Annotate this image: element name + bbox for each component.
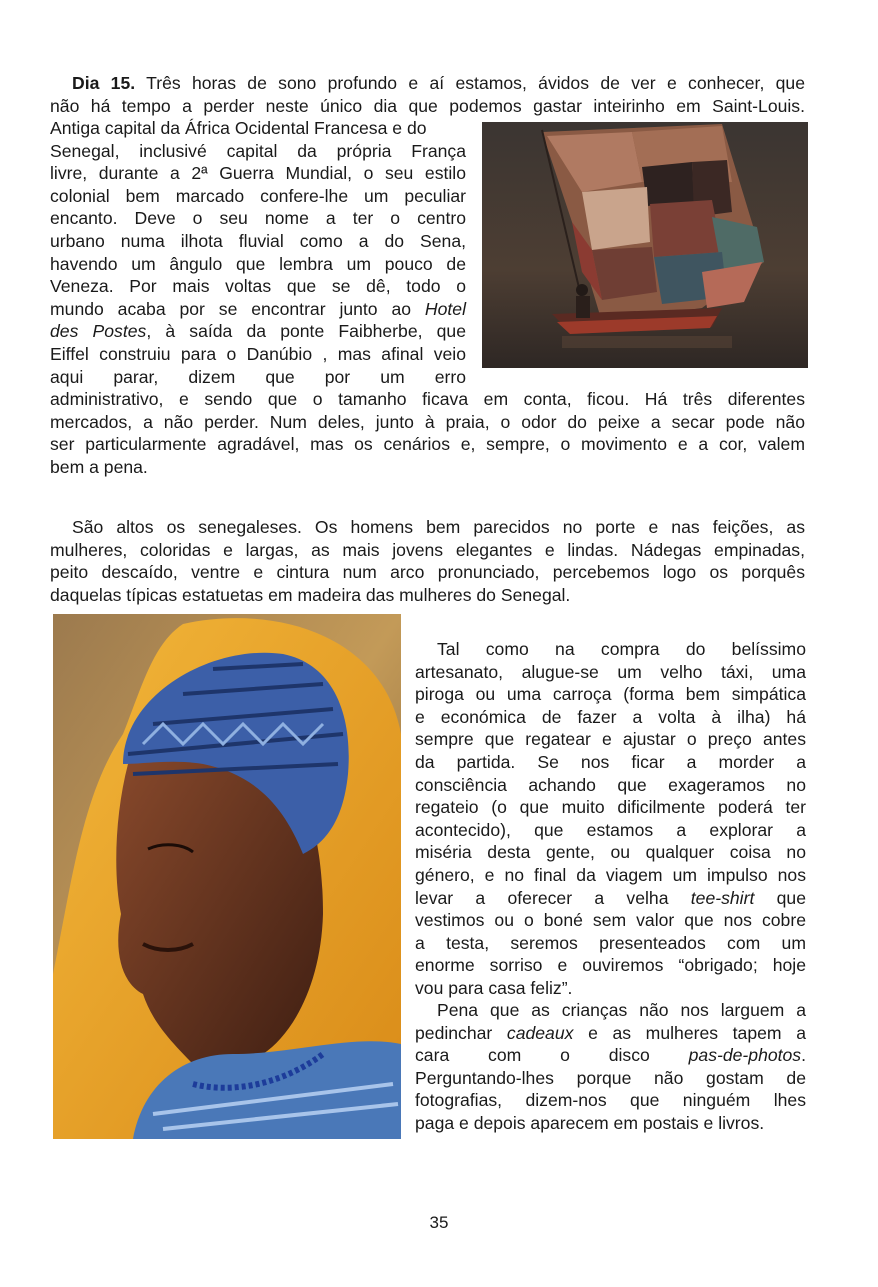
text-line: sempre que regatear e ajustar o preço antes: [415, 729, 806, 750]
text-line: género, e no final da viagem um impulso nos: [415, 864, 806, 885]
hotel-name-part: des Postes: [50, 321, 147, 342]
text-line: vestimos ou o boné sem valor que nos cobre: [415, 910, 806, 931]
senegalese-woman-photo: [53, 614, 401, 1139]
text-line: administrativo, e sendo que o tamanho ficava em conta, ficou. Há três diferentes: [50, 389, 805, 409]
text-line: Pena que as crianças não nos larguem a: [437, 1000, 806, 1020]
text-line: bem a pena.: [50, 456, 148, 477]
text-line: não há tempo a perder neste único dia que podemos gastar inteirinho em Saint-Louis.: [50, 95, 805, 116]
italic-term: pas-de-photos: [688, 1045, 802, 1066]
italic-term: cadeaux: [506, 1022, 574, 1043]
paragraph-criancas: [415, 999, 806, 1135]
text-line: ser particularmente agradável, mas os cenários e, sempre, o movimento e a cor, valem: [50, 434, 805, 455]
paragraph-dia-15-tail: [50, 388, 805, 478]
text-line: daquelas típicas estatuetas em madeira das mulheres do Senegal.: [50, 584, 571, 605]
text-line: colonial bem marcado confere-lhe um peculiar: [50, 185, 466, 206]
text-line: encanto. Deve o seu nome a ter o centro: [50, 208, 466, 229]
text-line: pedinchar cadeaux e as mulheres tapem a: [415, 1022, 806, 1043]
text-line: aqui parar, dizem que por um erro: [50, 366, 466, 387]
text-line: Senegal, inclusivé capital da própria França: [50, 140, 466, 161]
text-line: levar a oferecer a velha tee-shirt que: [415, 887, 806, 908]
text-line: da partida. Se nos ficar a morder a: [415, 751, 806, 772]
hotel-name-part: Hotel: [424, 298, 466, 319]
text-line: Dia 15. Três horas de sono profundo e aí estamos, ávidos de ver e conhecer, que: [72, 73, 805, 93]
paragraph-senegaleses: [50, 516, 805, 606]
text-line: urbano numa ilhota fluvial como a do Sena,: [50, 230, 466, 251]
text-line: havendo um ângulo que lembra um pouco de: [50, 253, 466, 274]
text-line: e económica de fazer a volta à ilha) há: [415, 706, 806, 727]
text-line: artesanato, alugue-se um velho táxi, uma: [415, 661, 806, 682]
italic-term: tee-shirt: [690, 887, 755, 908]
text-line: peito descaído, ventre e cintura num arco pronunciado, percebemos logo os porquês: [50, 562, 805, 583]
text-line: Veneza. Por mais voltas que se dê, todo o: [50, 276, 466, 297]
text-line: vou para casa feliz”.: [415, 977, 573, 998]
text-line: des Postes, à saída da ponte Faibherbe, que: [50, 321, 466, 342]
text-line: piroga ou uma carroça (forma bem simpática: [415, 684, 806, 705]
text-line: mulheres, coloridas e largas, as mais jovens elegantes e lindas. Nádegas empinadas,: [50, 539, 805, 560]
text-line: Tal como na compra do belíssimo: [437, 639, 806, 659]
text-line: paga e depois aparecem em postais e livros.: [415, 1112, 765, 1133]
paragraph-dia-15: [50, 72, 805, 117]
text-line: Antiga capital da África Ocidental Francesa e do: [50, 118, 427, 138]
text-line: livre, durante a 2ª Guerra Mundial, o seu estilo: [50, 163, 466, 184]
page-number: 35: [429, 1213, 449, 1232]
paragraph-regatear: [415, 638, 806, 1000]
text-line: São altos os senegaleses. Os homens bem parecidos no porte e nas feições, as: [72, 517, 805, 537]
text-line: fotografias, dizem-nos que ninguém lhes: [415, 1090, 806, 1111]
sailboat-illustration: [482, 122, 808, 368]
paragraph-dia-15-wrap: [50, 117, 466, 388]
text-line: cara com o disco pas-de-photos.: [415, 1045, 806, 1066]
text-line: regateio (o que muito dificilmente poderá ter: [415, 797, 806, 818]
text-line: Perguntando-lhes porque não gostam de: [415, 1067, 806, 1088]
text-line: acontecido), que estamos a explorar a: [415, 819, 806, 840]
text-line: enorme sorriso e ouviremos “obrigado; hoje: [415, 955, 806, 976]
sailboat-photo: [482, 122, 808, 368]
text-line: mercados, a não perder. Num deles, junto à praia, o odor do peixe a secar pode não: [50, 411, 805, 432]
woman-portrait-illustration: [53, 614, 401, 1139]
day-heading: Dia 15.: [72, 73, 136, 93]
text-line: miséria desta gente, ou qualquer coisa no: [415, 842, 806, 863]
text-line: mundo acaba por se encontrar junto ao Hotel: [50, 298, 466, 319]
text-line: consciência achando que exageramos no: [415, 774, 806, 795]
text-line: Eiffel construiu para o Danúbio , mas afinal veio: [50, 343, 466, 364]
text-line: a testa, seremos presenteados com um: [415, 932, 806, 953]
